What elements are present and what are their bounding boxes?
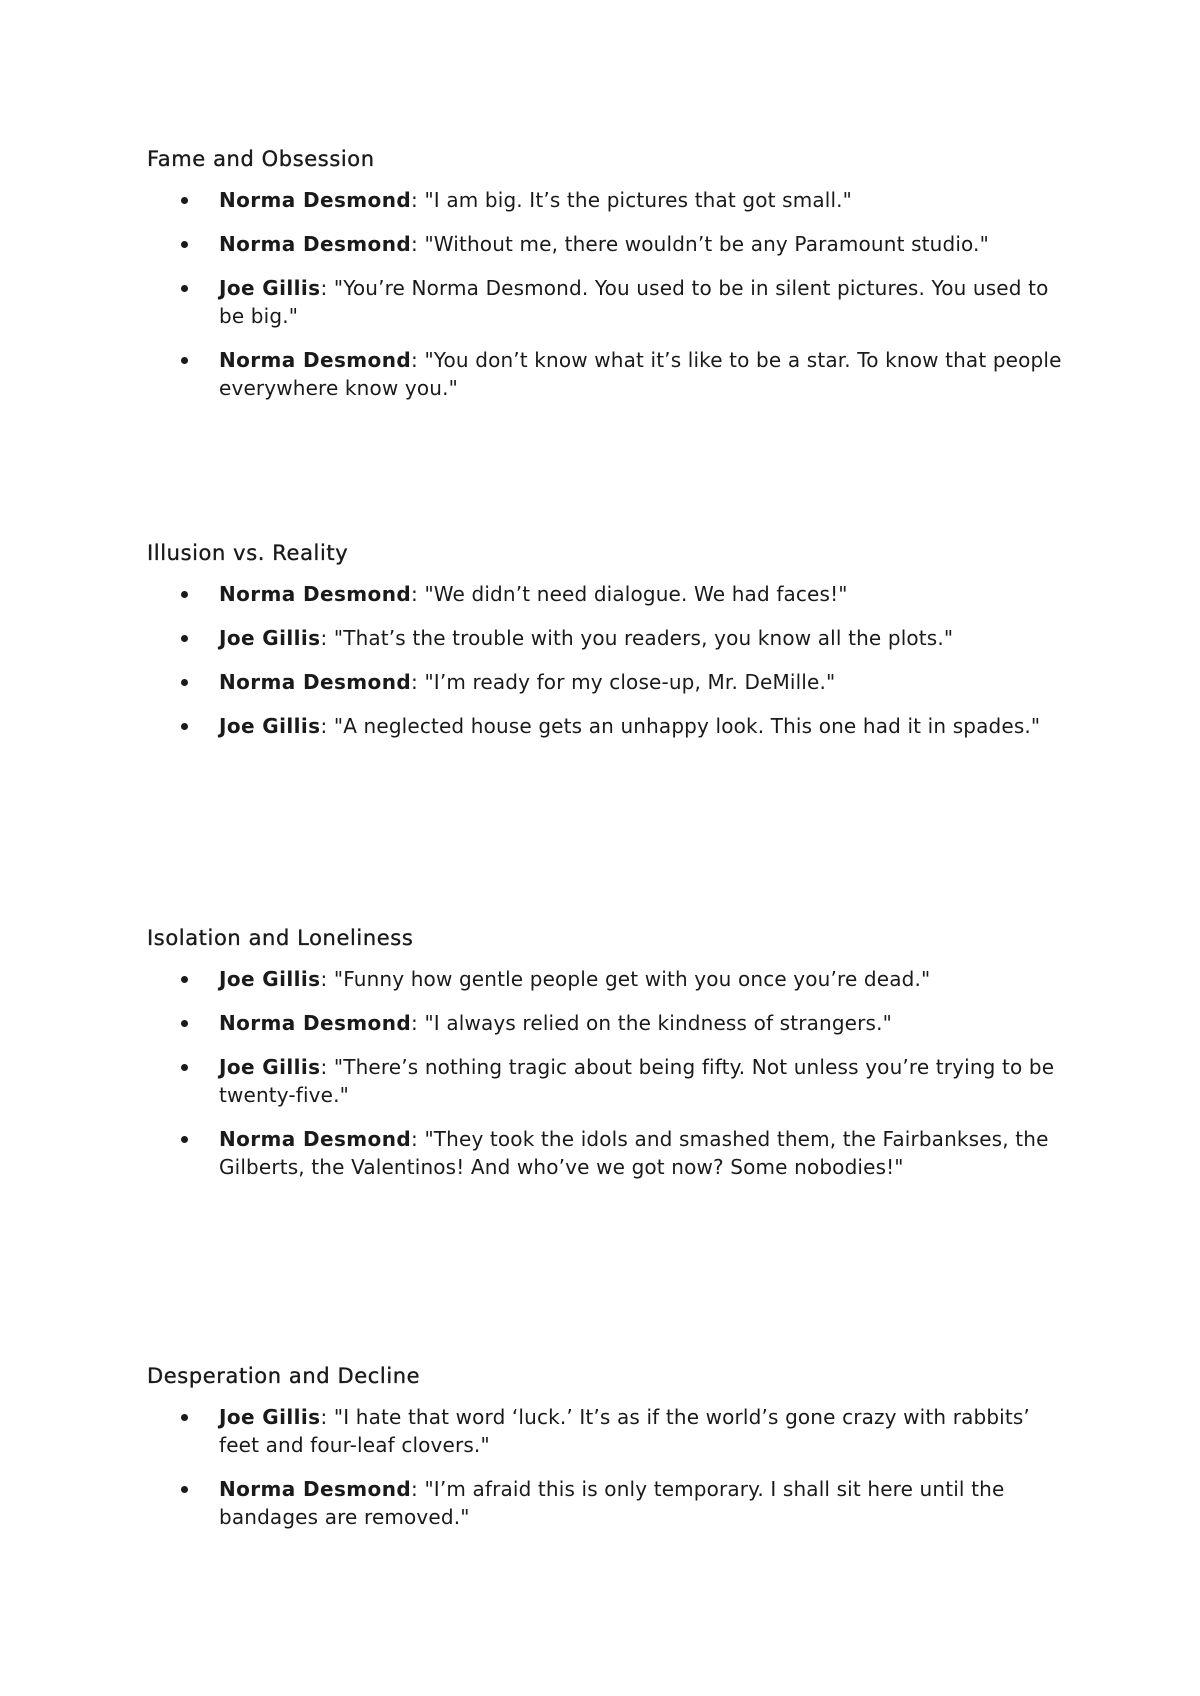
bullet-icon (181, 197, 188, 204)
quote-item (147, 965, 1067, 993)
quote-item (147, 230, 1067, 258)
quote-speaker: Norma Desmond (219, 1477, 412, 1501)
quote-text: : "They took the idols and smashed them, the Fairbankses, the Gilberts, the Valentinos! And who’ve we got now? Some nobodies!" (219, 1127, 1049, 1179)
quote-text: : "We didn’t need dialogue. We had faces!" (411, 582, 848, 606)
quote-item (147, 1403, 1067, 1459)
quote-item (147, 1475, 1067, 1531)
quote-text: : "You’re Norma Desmond. You used to be in silent pictures. You used to be big." (219, 276, 1049, 328)
section-heading: Isolation and Loneliness (147, 926, 414, 950)
quote-item (147, 580, 1067, 608)
bullet-icon (181, 976, 188, 983)
bullet-icon (181, 679, 188, 686)
quote-text: : "I hate that word ‘luck.’ It’s as if the world’s gone crazy with rabbits’ feet and four-leaf clovers." (219, 1405, 1030, 1457)
quote-item (147, 274, 1067, 330)
bullet-icon (181, 285, 188, 292)
quote-text: : "Without me, there wouldn’t be any Paramount studio." (411, 232, 989, 256)
quote-speaker: Norma Desmond (219, 188, 412, 212)
bullet-icon (181, 1136, 188, 1143)
quote-text: : "I’m ready for my close-up, Mr. DeMille." (411, 670, 836, 694)
quote-item (147, 712, 1067, 740)
section-heading: Desperation and Decline (147, 1364, 421, 1388)
quote-item (147, 346, 1067, 402)
bullet-icon (181, 1020, 188, 1027)
quote-item (147, 1125, 1067, 1181)
quote-text: : "There’s nothing tragic about being fifty. Not unless you’re trying to be twenty-five." (219, 1055, 1055, 1107)
quote-speaker: Joe Gillis (219, 714, 321, 738)
section-isolation-and-loneliness (147, 925, 1067, 1197)
quote-speaker: Norma Desmond (219, 348, 412, 372)
quote-list (147, 580, 1067, 740)
quote-text: : "That’s the trouble with you readers, you know all the plots." (320, 626, 954, 650)
bullet-icon (181, 591, 188, 598)
section-heading: Illusion vs. Reality (147, 541, 349, 565)
section-desperation-and-decline (147, 1363, 1067, 1547)
bullet-icon (181, 1064, 188, 1071)
section-fame-and-obsession (147, 146, 1067, 418)
quote-speaker: Joe Gillis (219, 1405, 321, 1429)
quote-speaker: Norma Desmond (219, 1127, 412, 1151)
quote-speaker: Norma Desmond (219, 582, 412, 606)
quote-item (147, 186, 1067, 214)
bullet-icon (181, 1414, 188, 1421)
quote-text: : "You don’t know what it’s like to be a star. To know that people everywhere know you." (219, 348, 1062, 400)
section-illusion-vs-reality (147, 540, 1067, 756)
quote-text: : "Funny how gentle people get with you once you’re dead." (320, 967, 931, 991)
quote-text: : "A neglected house gets an unhappy look. This one had it in spades." (320, 714, 1041, 738)
quote-speaker: Joe Gillis (219, 1055, 321, 1079)
quote-speaker: Joe Gillis (219, 276, 321, 300)
quote-text: : "I always relied on the kindness of strangers." (411, 1011, 892, 1035)
bullet-icon (181, 635, 188, 642)
quote-item (147, 624, 1067, 652)
bullet-icon (181, 241, 188, 248)
quote-item (147, 1009, 1067, 1037)
quote-speaker: Joe Gillis (219, 967, 321, 991)
quote-list (147, 186, 1067, 402)
quote-item (147, 1053, 1067, 1109)
quote-item (147, 668, 1067, 696)
bullet-icon (181, 1486, 188, 1493)
quote-speaker: Norma Desmond (219, 1011, 412, 1035)
bullet-icon (181, 357, 188, 364)
quote-speaker: Joe Gillis (219, 626, 321, 650)
section-heading: Fame and Obsession (147, 147, 375, 171)
quote-speaker: Norma Desmond (219, 232, 412, 256)
quote-list (147, 1403, 1067, 1531)
bullet-icon (181, 723, 188, 730)
quote-text: : "I am big. It’s the pictures that got small." (411, 188, 853, 212)
quote-speaker: Norma Desmond (219, 670, 412, 694)
quote-text: : "I’m afraid this is only temporary. I shall sit here until the bandages are removed." (219, 1477, 1005, 1529)
quote-list (147, 965, 1067, 1181)
